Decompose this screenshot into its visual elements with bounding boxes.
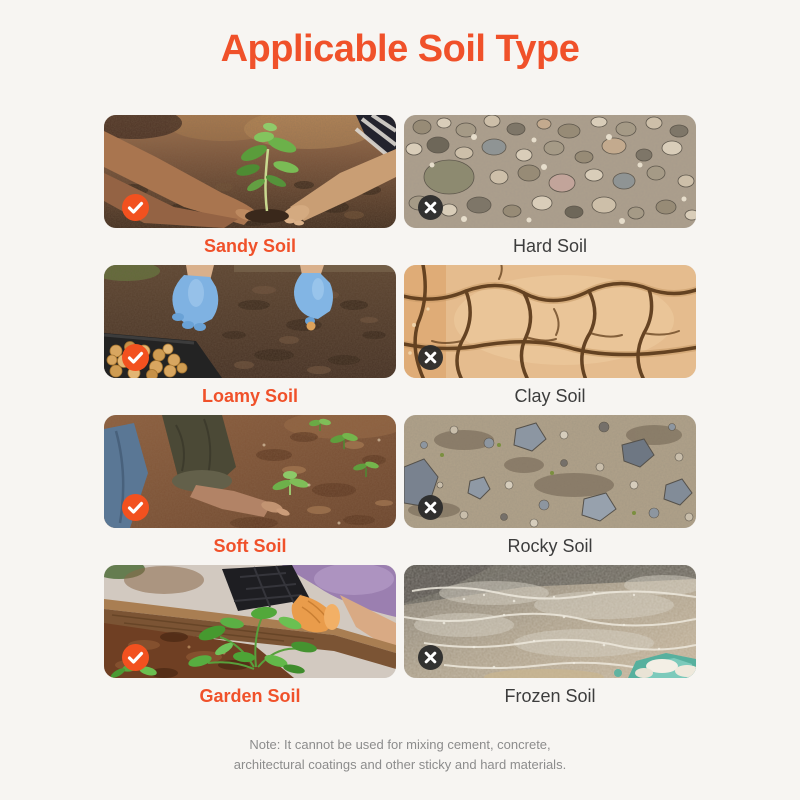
check-icon [122,494,149,521]
soil-card-garden [104,565,396,715]
soil-label-soft: Soft Soil [213,536,287,556]
soil-label-frozen: Frozen Soil [504,686,596,706]
x-icon [418,495,443,520]
photo-hard-soil [404,115,696,228]
photo-soft-soil [104,415,396,528]
soil-label-rocky: Rocky Soil [507,536,593,556]
footnote-line-1: Note: It cannot be used for mixing cement, concrete, [249,737,551,752]
page-title: Applicable Soil Type [220,28,580,70]
soil-label-clay: Clay Soil [514,386,586,406]
soil-label-loamy: Loamy Soil [201,386,299,406]
check-icon [122,644,149,671]
check-icon [122,344,149,371]
photo-sandy-soil [104,115,396,228]
soil-label-sandy: Sandy Soil [203,236,297,256]
rocky-soil-illustration [404,415,696,528]
photo-garden-soil [104,565,396,678]
soil-card-rocky [404,415,696,565]
soil-card-sandy [104,115,396,265]
soil-card-frozen [404,565,696,715]
photo-clay-soil [404,265,696,378]
check-icon [122,194,149,221]
clay-soil-illustration [404,265,696,378]
photo-frozen-soil [404,565,696,678]
soil-card-hard [404,115,696,265]
x-icon [418,345,443,370]
x-icon [418,195,443,220]
hard-soil-illustration [404,115,696,228]
footnote-line-2: architectural coatings and other sticky and hard materials. [233,757,567,773]
soil-card-soft [104,415,396,565]
soil-card-loamy [104,265,396,415]
soil-grid [104,115,696,715]
frozen-soil-illustration [404,565,696,678]
photo-loamy-soil [104,265,396,378]
soil-label-garden: Garden Soil [199,686,301,706]
x-icon [418,645,443,670]
footnote [0,735,800,775]
soil-label-hard: Hard Soil [512,236,588,256]
soil-card-clay [404,265,696,415]
photo-rocky-soil [404,415,696,528]
